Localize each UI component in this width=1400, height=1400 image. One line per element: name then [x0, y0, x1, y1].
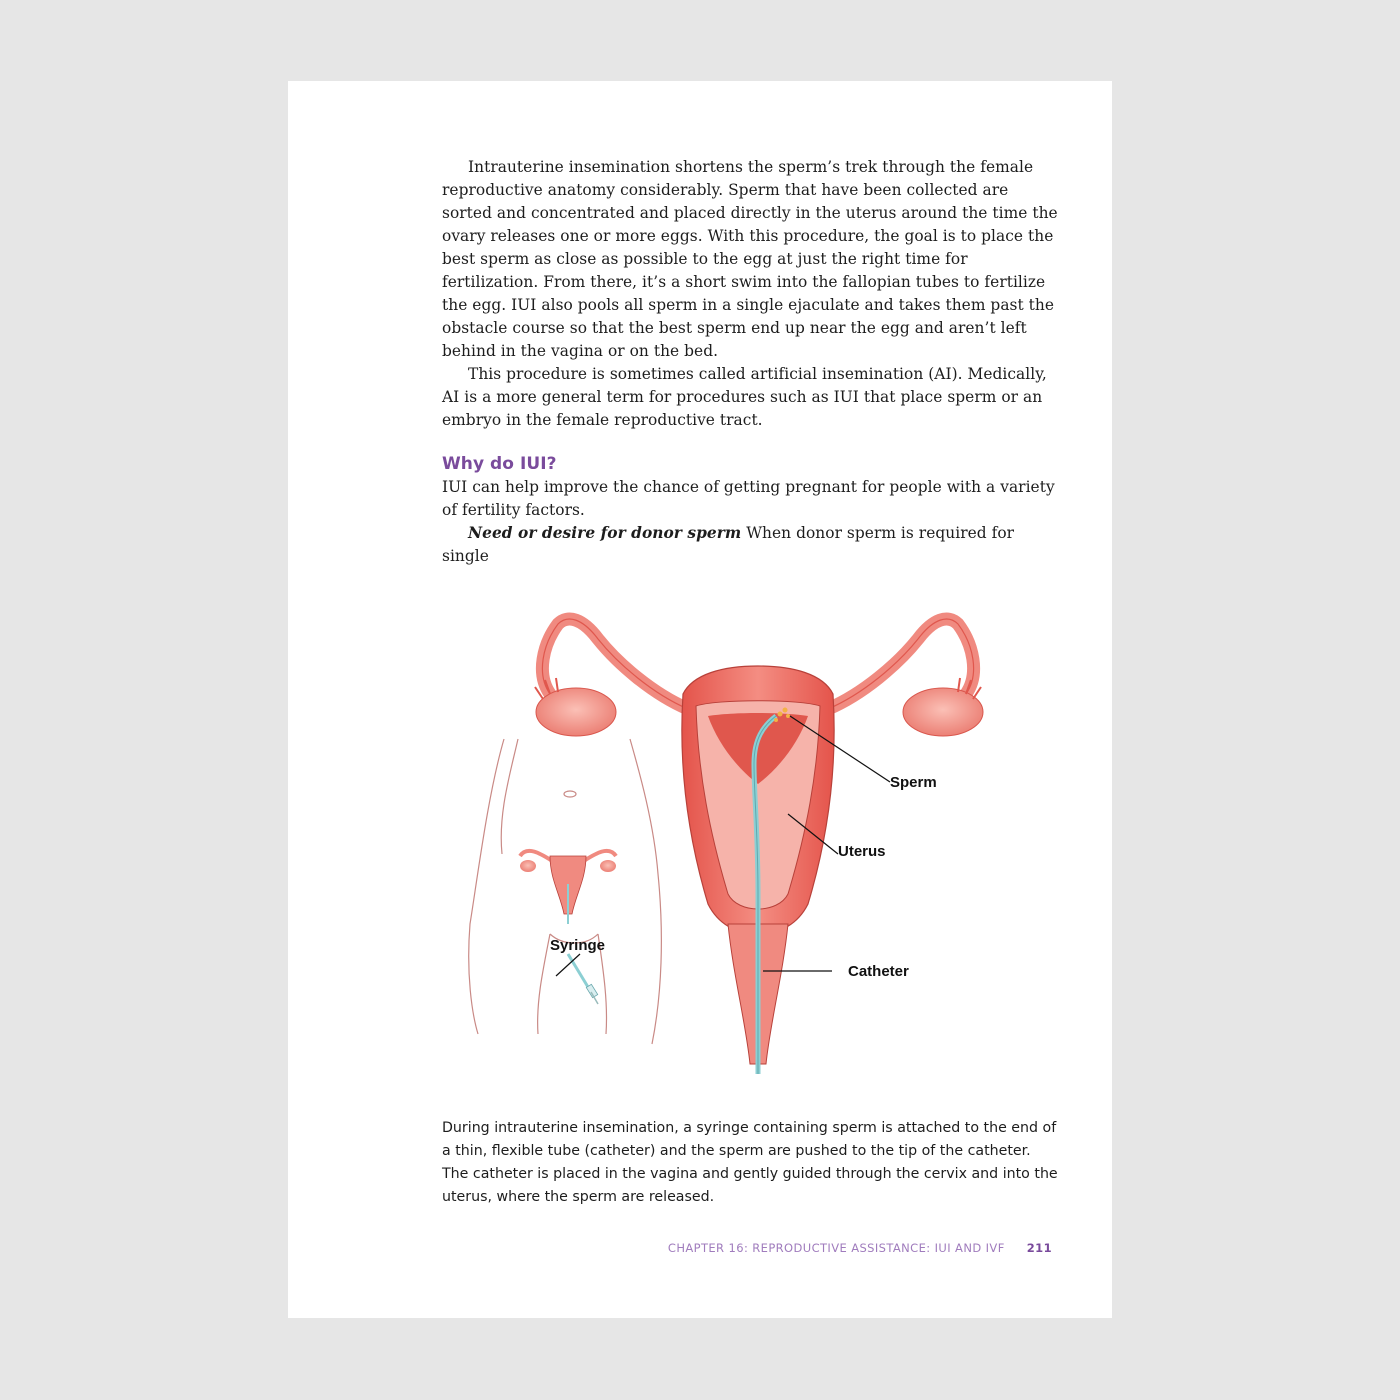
body-text — [442, 156, 1062, 568]
iui-illustration — [458, 594, 1058, 1094]
label-catheter: Catheter — [848, 963, 909, 980]
page-number: 211 — [1026, 1241, 1052, 1255]
running-head: CHAPTER 16: REPRODUCTIVE ASSISTANCE: IUI AND IVF — [667, 1241, 1005, 1255]
label-uterus: Uterus — [838, 843, 886, 860]
lead-in-text: When donor sperm is required for single — [442, 524, 1015, 565]
lead-in-phrase: Need or desire for donor sperm — [468, 524, 742, 542]
small-uterus — [520, 851, 616, 924]
paragraph-iui-intro: Intrauterine insemination shortens the sperm’s trek through the female reproductive anatomy considerably. Sperm that have been collected are sorted and concentrated and placed directly in the uterus around the time the ovary releases one or more eggs. With this procedure, the goal is to place the best sperm as close as possible to the egg at just the right time for fertilization. From there, it’s a short swim into the fallopian tubes to fertilize the egg. IUI also pools all sperm in a single ejaculate and takes them past the obstacle course so that the best sperm end up near the egg and aren’t left behind in the vagina or on the bed. — [442, 158, 1058, 360]
paragraph-artificial-insemination: This procedure is sometimes called artificial insemination (AI). Medically, AI is a more general term for procedures such as IUI that place sperm or an embryo in the female reproductive tract. — [442, 365, 1047, 429]
page-footer — [668, 1241, 1052, 1255]
section-intro: IUI can help improve the chance of getting pregnant for people with a variety of fertility factors. — [442, 478, 1055, 519]
label-sperm: Sperm — [890, 774, 937, 791]
donor-sperm-paragraph — [442, 522, 1062, 568]
label-syringe: Syringe — [550, 937, 606, 954]
section-heading: Why do IUI? — [442, 454, 557, 474]
iui-illustration-svg — [458, 594, 1058, 1094]
book-page — [288, 81, 1112, 1318]
figure-caption: During intrauterine insemination, a syringe containing sperm is attached to the end of a thin, flexible tube (catheter) and the sperm are pushed to the tip of the catheter. The catheter is placed in the vagina and gently guided through the cervix and into the uterus, where the sperm are released. — [442, 1120, 1058, 1205]
